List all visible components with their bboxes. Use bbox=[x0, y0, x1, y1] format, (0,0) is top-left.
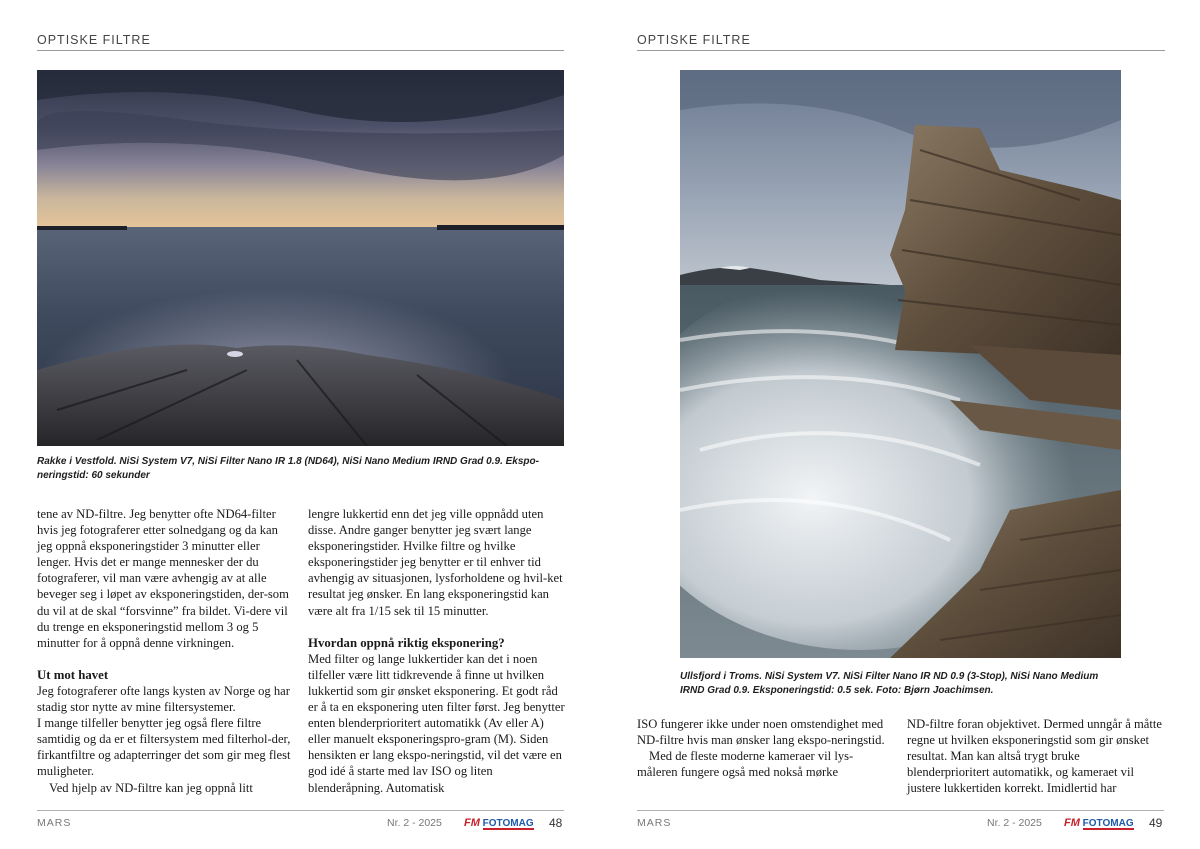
page-number: 48 bbox=[549, 816, 563, 830]
paragraph: ISO fungerer ikke under noen omstendighet med ND-filtre hvis man ønsker lang ekspo-neringstid. bbox=[637, 717, 885, 748]
caption-line: IRND Grad 0.9. Eksponeringstid: 0.5 sek. Foto: Bjørn Joachimsen. bbox=[680, 685, 994, 696]
paragraph: lengre lukkertid enn det jeg ville oppnådd uten disse. Andre ganger benytter jeg svært lange eksponeringstider. Hvilke filtre og hvilke eksponeringstider jeg benytter er til enhver tid avhengig av situasjonen, lysforholdene og hvil-ket resultat jeg ønsker. En lang eksponeringstid kan være alt fra 1/15 sek til 15 minutter. bbox=[308, 507, 563, 618]
caption-line: Ullsfjord i Troms. NiSi System V7. NiSi Filter Nano IR ND 0.9 (3-Stop), NiSi Nano Medium bbox=[680, 671, 1099, 682]
logo-text: FOTOMAG bbox=[1082, 818, 1134, 829]
footer-rule bbox=[637, 810, 1164, 811]
logo-mark: FM bbox=[464, 817, 480, 829]
footer-month: MARS bbox=[37, 817, 72, 829]
header-rule bbox=[37, 50, 564, 51]
section-heading: Ut mot havet bbox=[37, 667, 109, 682]
running-head: OPTISKE FILTRE bbox=[37, 33, 151, 47]
fotomag-logo bbox=[464, 817, 534, 830]
footer-month: MARS bbox=[637, 817, 672, 829]
logo-mark: FM bbox=[1064, 817, 1080, 829]
footer-rule bbox=[37, 810, 564, 811]
paragraph: ND-filtre foran objektivet. Dermed unngår å måtte regne ut hvilken eksponeringstid som gir ønsket resultat. Man kan altså trygt bruke blenderprioritert automatikk, og kameraet vil justere lukkertiden korrekt. Imidlertid har bbox=[907, 717, 1162, 796]
footer-issue: Nr. 2 - 2025 bbox=[387, 817, 442, 829]
rock-waves-photo bbox=[680, 70, 1121, 658]
paragraph: Jeg fotograferer ofte langs kysten av Norge og har stadig stor nytte av mine filtersystemer. bbox=[37, 683, 290, 715]
header-rule bbox=[637, 50, 1165, 51]
text-column-2 bbox=[907, 716, 1165, 796]
paragraph: I mange tilfeller benytter jeg også flere filtre samtidig og da er et filtersystem med filterhol-der, firkantfiltre og adapterringer det som gir meg flest muligheter. bbox=[37, 716, 291, 779]
text-column-2 bbox=[308, 506, 566, 796]
photo-caption: Rakke i Vestfold. NiSi System V7, NiSi Filter Nano IR 1.8 (ND64), NiSi Nano Medium IRND Grad 0.9. Ekspo-neringstid: 60 sekunder bbox=[37, 456, 539, 481]
paragraph: tene av ND-filtre. Jeg benytter ofte ND64-filter hvis jeg fotograferer etter solnedgang og da kan jeg oppnå eksponeringstider 3 minutter eller lenger. Hvis det er mange mennesker der du fotograferer, vil man være avhengig av at alle beveger seg i løpet av eksponeringstiden, der-som du vil at de skal “forsvinne” fra bildet. Vi-dere vil du trenge en eksponeringstid mellom 3 og 5 minutter for å oppnå denne virkningen. bbox=[37, 507, 289, 650]
photo-caption bbox=[680, 670, 1125, 698]
paragraph: Med filter og lange lukkertider kan det i noen tilfeller være litt tidkrevende å finne ut hvilken lukkertid som gir ønsket eksponering. Et godt råd er å ta en eksponering uten filter først. Jeg benytter enten blenderprioritert automatikk (Av eller A) eller manuelt eksponeringspro-gram (M). Siden hensikten er lang ekspo-neringstid, vil det være en god idé å starte med lav ISO og liten blenderåpning. Automatisk bbox=[308, 651, 565, 795]
paragraph: Med de fleste moderne kameraer vil lys-måleren fungere også med nokså mørke bbox=[637, 749, 854, 780]
text-column-1 bbox=[37, 506, 295, 796]
seascape-photo bbox=[37, 70, 564, 446]
text-column-1 bbox=[637, 716, 887, 780]
paragraph: Ved hjelp av ND-filtre kan jeg oppnå litt bbox=[49, 780, 253, 795]
right-page bbox=[600, 0, 1200, 849]
section-heading: Hvordan oppnå riktig eksponering? bbox=[308, 635, 505, 650]
logo-text: FOTOMAG bbox=[482, 818, 534, 829]
running-head: OPTISKE FILTRE bbox=[637, 33, 751, 47]
fotomag-logo bbox=[1064, 817, 1134, 830]
page-number: 49 bbox=[1149, 816, 1163, 830]
footer-issue: Nr. 2 - 2025 bbox=[987, 817, 1042, 829]
